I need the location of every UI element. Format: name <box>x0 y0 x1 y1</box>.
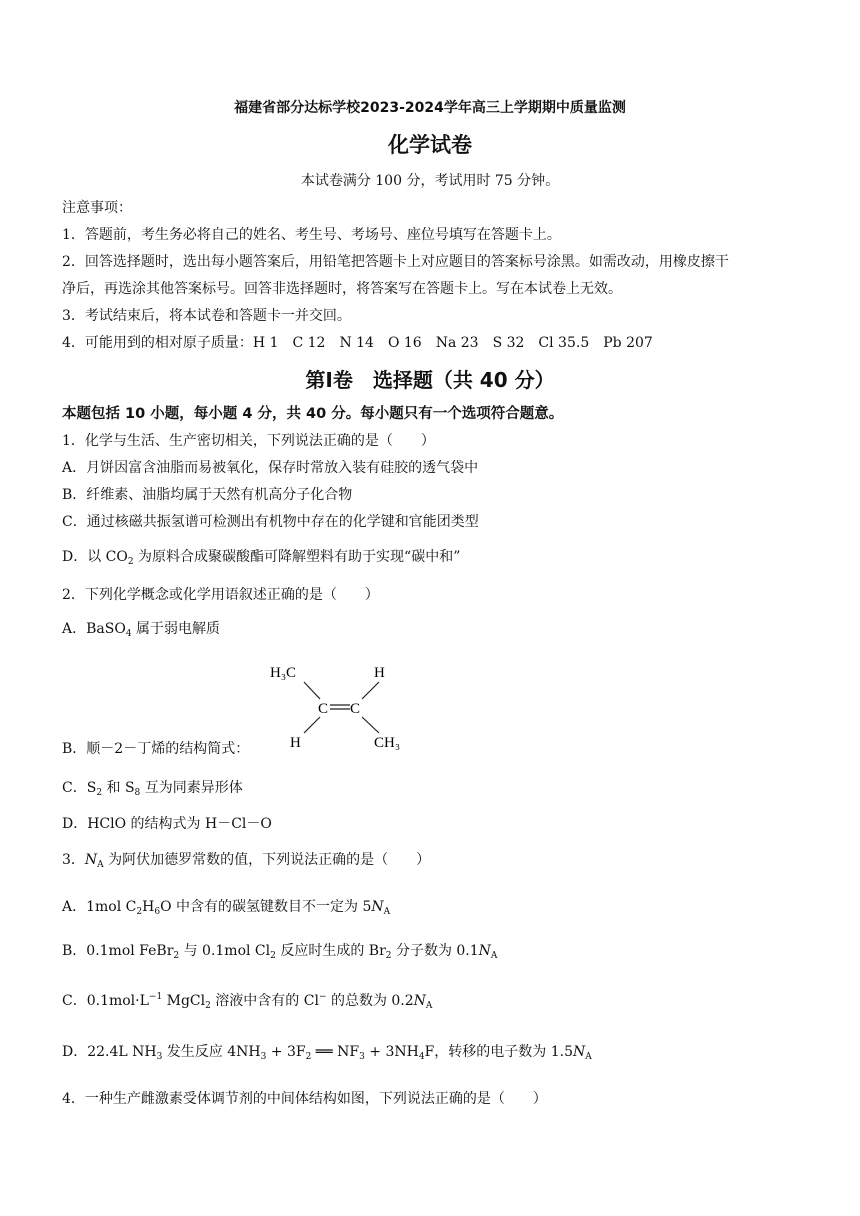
struct-label-c2: C <box>350 701 361 717</box>
note-item: 3．考试结束后，将本试卷和答题卡一并交回。 <box>62 308 351 324</box>
q1-option-a: A．月饼因富含油脂而易被氧化，保存时常放入装有硅胶的透气袋中 <box>62 460 479 476</box>
struct-label-h-top: H <box>374 665 385 681</box>
section-intro: 本题包括 10 小题，每小题 4 分，共 40 分。每小题只有一个选项符合题意。 <box>62 406 564 422</box>
q3-stem: 3．$N_A$ 为阿伏加德罗常数的值，下列说法正确的是（ ） <box>62 852 431 870</box>
struct-label-h3c: H₃C <box>270 665 297 681</box>
exam-header: 福建省部分达标学校2023-2024学年高三上学期期中质量监测 <box>234 100 626 116</box>
q2-option-c: C．$S_2$ 和 $S_8$ 互为同素异形体 <box>62 780 243 798</box>
q4-stem: 4．一种生产雌激素受体调节剂的中间体结构如图，下列说法正确的是（ ） <box>62 1091 547 1107</box>
struct-label-h-bottom: H <box>290 735 301 751</box>
note-item: 净后，再选涂其他答案标号。回答非选择题时，将答案写在答题卡上。写在本试卷上无效。 <box>62 281 622 297</box>
q2-stem: 2．下列化学概念或化学用语叙述正确的是（ ） <box>62 587 379 603</box>
q2-option-d: D．HClO 的结构式为 H－Cl－O <box>62 816 272 832</box>
page-title: 化学试卷 <box>388 133 472 157</box>
exam-subtitle: 本试卷满分 100 分，考试用时 75 分钟。 <box>300 173 560 189</box>
cis-2-butene-structure <box>262 655 422 755</box>
q2-option-b: B．顺－2－丁烯的结构简式： <box>62 741 250 757</box>
q1-option-b: B．纤维素、油脂均属于天然有机高分子化合物 <box>62 487 353 503</box>
note-item: 4．可能用到的相对原子质量：H 1 C 12 N 14 O 16 Na 23 S 32 Cl 35.5 Pb 207 <box>62 335 653 351</box>
struct-label-c1: C <box>318 701 329 717</box>
q1-option-d: D．以 $CO_2$ 为原料合成聚碳酸酯可降解塑料有助于实现“碳中和” <box>62 549 461 567</box>
q1-stem: 1．化学与生活、生产密切相关，下列说法正确的是（ ） <box>62 433 435 449</box>
q3-option-d: D．22.4L $NH_3$ 发生反应 $4NH_3 + 3F_2$ ══ $NF_3 + 3NH_4F$，转移的电子数为 $1.5N_A$ <box>62 1044 592 1062</box>
q1-option-c: C．通过核磁共振氢谱可检测出有机物中存在的化学键和官能团类型 <box>62 514 479 530</box>
note-item: 2．回答选择题时，选出每小题答案后，用铅笔把答题卡上对应题目的答案标号涂黑。如需改动，用橡皮擦干 <box>62 254 729 270</box>
q3-option-a: A．1mol $C_2H_6O$ 中含有的碳氢键数目不一定为 $5N_A$ <box>62 899 391 917</box>
section-title: 第Ⅰ卷 选择题（共 40 分） <box>305 368 555 392</box>
q3-option-c: C．$0.1mol\cdot L^{-1}$ MgCl$_2$ 溶液中含有的 Cl− 的总数为 $0.2N_A$ <box>62 992 433 1011</box>
q3-option-b: B．0.1mol FeBr$_2$ 与 0.1mol $Cl_2$ 反应时生成的 $Br_2$ 分子数为 $0.1N_A$ <box>62 943 498 961</box>
struct-label-ch3: CH₃ <box>374 735 401 751</box>
note-item: 1．答题前，考生务必将自己的姓名、考生号、考场号、座位号填写在答题卡上。 <box>62 227 561 243</box>
q2-option-a: A．BaSO$_4$ 属于弱电解质 <box>62 621 221 639</box>
notes-heading: 注意事项： <box>62 200 132 216</box>
